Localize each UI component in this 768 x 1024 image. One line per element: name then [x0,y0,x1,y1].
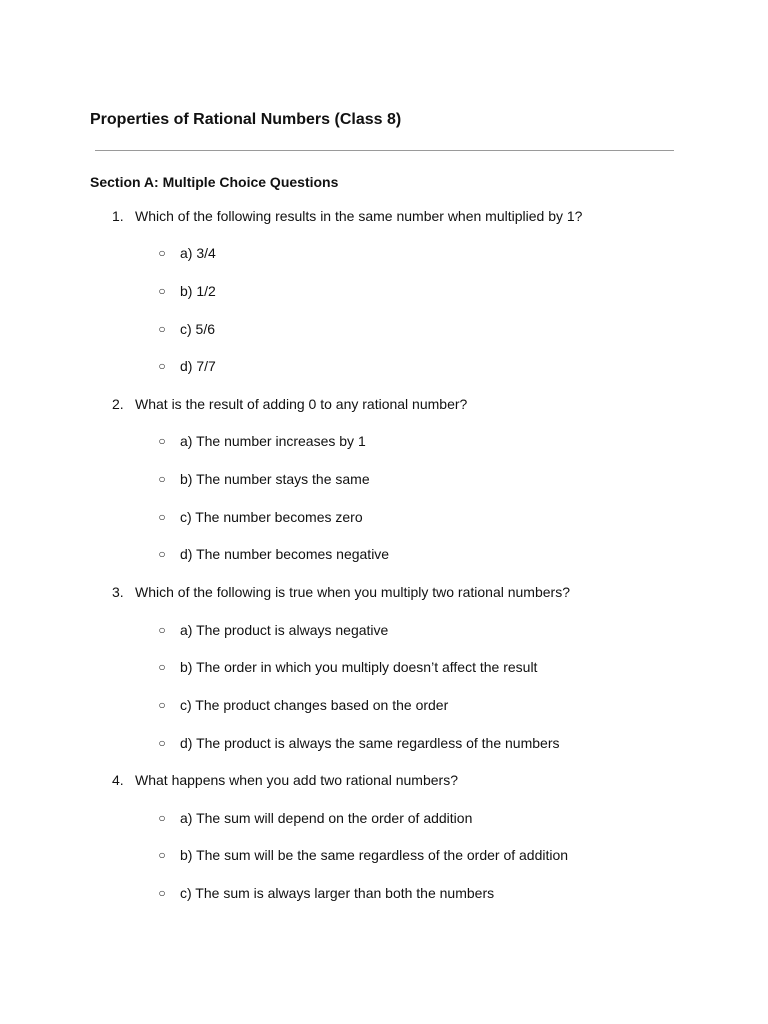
option-text: d) The number becomes negative [180,546,390,562]
hollow-circle-bullet-icon: ○ [158,811,166,825]
option-text: c) The product changes based on the order [180,697,449,713]
option-text: c) The number becomes zero [180,509,363,525]
option-text: a) The product is always negative [180,622,389,638]
page-title: Properties of Rational Numbers (Class 8) [90,111,402,128]
option-text: b) 1/2 [180,283,216,299]
hollow-circle-bullet-icon: ○ [158,547,166,561]
answer-option [0,884,700,902]
option-text: c) The sum is always larger than both the numbers [180,885,495,901]
question-text: Which of the following is true when you multiply two rational numbers? [135,584,570,600]
hollow-circle-bullet-icon: ○ [158,698,166,712]
section-heading: Section A: Multiple Choice Questions [90,174,339,190]
answer-option [0,282,700,300]
question-number: 2. [112,396,124,412]
answer-option [0,545,700,563]
question-number: 1. [112,208,124,224]
question-number: 4. [112,772,124,788]
option-text: a) The sum will depend on the order of addition [180,810,473,826]
answer-option [0,734,700,752]
option-text: b) The order in which you multiply doesn’t affect the result [180,659,538,675]
answer-option [0,621,700,639]
hollow-circle-bullet-icon: ○ [158,660,166,674]
option-text: d) 7/7 [180,358,216,374]
hollow-circle-bullet-icon: ○ [158,886,166,900]
hollow-circle-bullet-icon: ○ [158,434,166,448]
hollow-circle-bullet-icon: ○ [158,623,166,637]
hollow-circle-bullet-icon: ○ [158,359,166,373]
answer-option [0,658,700,676]
answer-option [0,508,700,526]
question-text: What is the result of adding 0 to any rational number? [135,396,468,412]
option-text: a) 3/4 [180,245,216,261]
answer-option [0,809,700,827]
hollow-circle-bullet-icon: ○ [158,322,166,336]
option-text: c) 5/6 [180,321,216,337]
question-text: Which of the following results in the same number when multiplied by 1? [135,208,583,224]
answer-option [0,357,700,375]
option-text: a) The number increases by 1 [180,433,366,449]
title-divider [95,150,674,151]
hollow-circle-bullet-icon: ○ [158,246,166,260]
option-text: d) The product is always the same regardless of the numbers [180,735,560,751]
hollow-circle-bullet-icon: ○ [158,284,166,298]
answer-option [0,470,700,488]
hollow-circle-bullet-icon: ○ [158,848,166,862]
question-text: What happens when you add two rational numbers? [135,772,458,788]
hollow-circle-bullet-icon: ○ [158,736,166,750]
answer-option [0,696,700,714]
answer-option [0,320,700,338]
hollow-circle-bullet-icon: ○ [158,510,166,524]
hollow-circle-bullet-icon: ○ [158,472,166,486]
answer-option [0,244,700,262]
question-number: 3. [112,584,124,600]
option-text: b) The number stays the same [180,471,370,487]
answer-option [0,432,700,450]
answer-option [0,846,700,864]
option-text: b) The sum will be the same regardless of the order of addition [180,847,569,863]
